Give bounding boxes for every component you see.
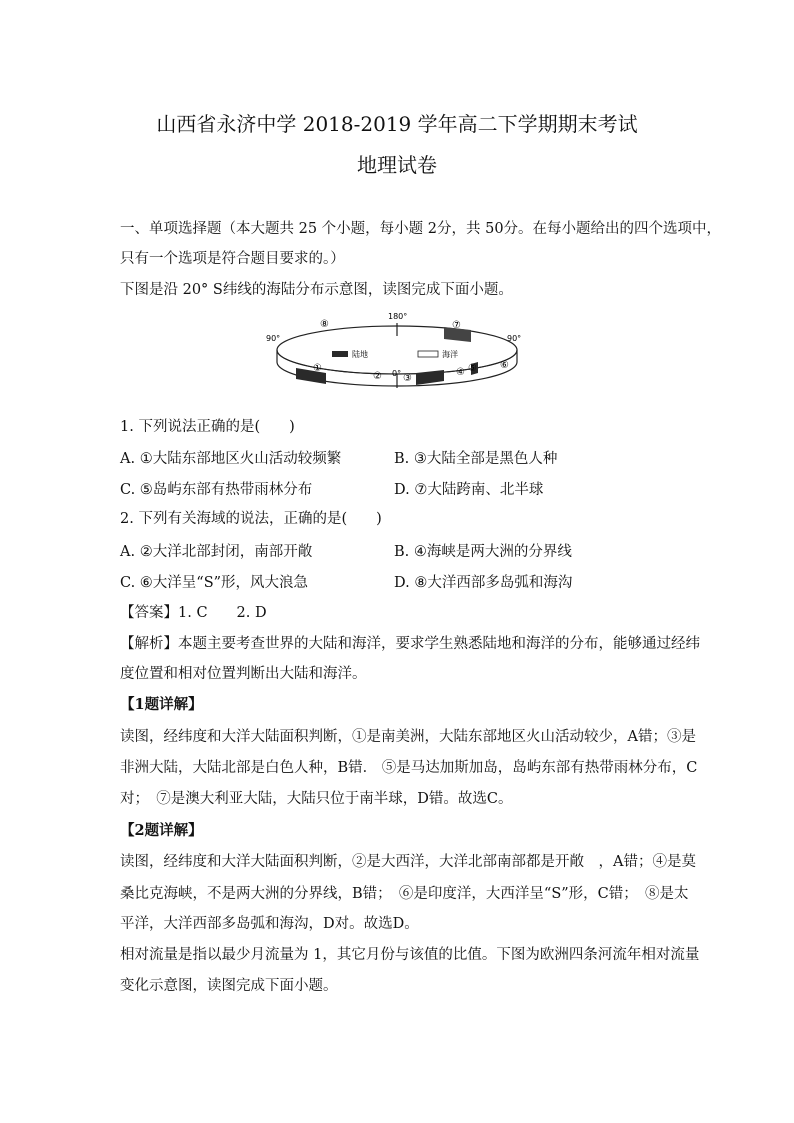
q2-option-b: B. ④海峡是两大洲的分界线 [394,544,572,560]
intro-text-1: 下图是沿 20° S纬线的海陆分布示意图，读图完成下面小题。 [120,282,513,298]
label-0: 0° [392,369,402,378]
section-heading-line1: 一、单项选择题（本大题共 25 个小题，每小题 2分，共 50分。在每小题给出的四个选项中， [120,221,722,237]
q1-option-b: B. ③大陆全部是黑色人种 [394,451,558,467]
detail2-heading: 【2题详解】 [120,822,203,839]
q1-option-d: D. ⑦大陆跨南、北半球 [394,482,544,498]
label-90-west: 90° [266,334,281,343]
page-subtitle: 地理试卷 [357,153,437,177]
marker-8: ⑧ [320,319,329,330]
detail1-heading: 【1题详解】 [120,696,203,713]
legend-land-swatch [332,351,348,357]
intro-text-2-line1: 相对流量是指以最少月流量为 1，其它月份与该值的比值。下图为欧洲四条河流年相对流量 [120,947,700,963]
detail1-line3: 对； ⑦是澳大利亚大陆，大陆只位于南半球，D错。故选C。 [120,791,513,807]
marker-1: ① [313,363,322,374]
detail1-line2: 非洲大陆，大陆北部是白色人种，B错． ⑤是马达加斯加岛，岛屿东部有热带雨林分布，C [120,760,698,776]
marker-4: ④ [456,367,465,378]
label-180: 180° [388,312,408,321]
detail2-line2: 桑比克海峡，不是两大洲的分界线，B错； ⑥是印度洋，大西洋呈“S”形，C错； ⑧是太 [120,886,689,902]
marker-3: ③ [403,373,412,384]
latitude-20s-land-sea-diagram [266,307,528,407]
q2-option-a: A. ②大洋北部封闭，南部开敞 [120,544,313,560]
legend-ocean-label: 海洋 [442,350,458,359]
page-title: 山西省永济中学 2018-2019 学年高二下学期期末考试 [156,112,638,136]
q2-option-d: D. ⑧大洋西部多岛弧和海沟 [394,575,573,591]
legend-ocean-swatch [418,351,438,357]
label-90-east: 90° [507,334,522,343]
analysis-line2: 度位置和相对位置判断出大陆和海洋。 [120,666,367,682]
intro-text-2-line2: 变化示意图，读图完成下面小题。 [120,978,338,994]
land-block-3 [416,370,444,385]
detail2-line3: 平洋，大洋西部多岛弧和海沟，D对。故选D。 [120,916,419,932]
marker-5: ⑤ [468,363,477,374]
section-heading-line2: 只有一个选项是符合题目要求的。） [120,251,345,267]
marker-7: ⑦ [452,320,461,331]
q2-option-c: C. ⑥大洋呈“S”形，风大浪急 [120,575,309,591]
marker-6: ⑥ [500,360,509,371]
q1-option-c: C. ⑤岛屿东部有热带雨林分布 [120,482,313,498]
marker-2: ② [373,371,382,382]
answer-line: 【答案】1. C 2. D [120,605,267,621]
analysis-line1: 【解析】本题主要考查世界的大陆和海洋，要求学生熟悉陆地和海洋的分布，能够通过经纬 [120,636,700,652]
q1-stem: 1. 下列说法正确的是( ) [120,419,295,435]
detail1-line1: 读图，经纬度和大洋大陆面积判断，①是南美洲，大陆东部地区火山活动较少，A错；③是 [120,729,696,745]
q1-option-a: A. ①大陆东部地区火山活动较频繁 [120,451,342,467]
detail2-line1: 读图，经纬度和大洋大陆面积判断，②是大西洋，大洋北部南部都是开敞 ，A错；④是莫 [120,854,696,870]
q2-stem: 2. 下列有关海域的说法，正确的是( ) [120,511,382,527]
legend-land-label: 陆地 [352,350,368,359]
